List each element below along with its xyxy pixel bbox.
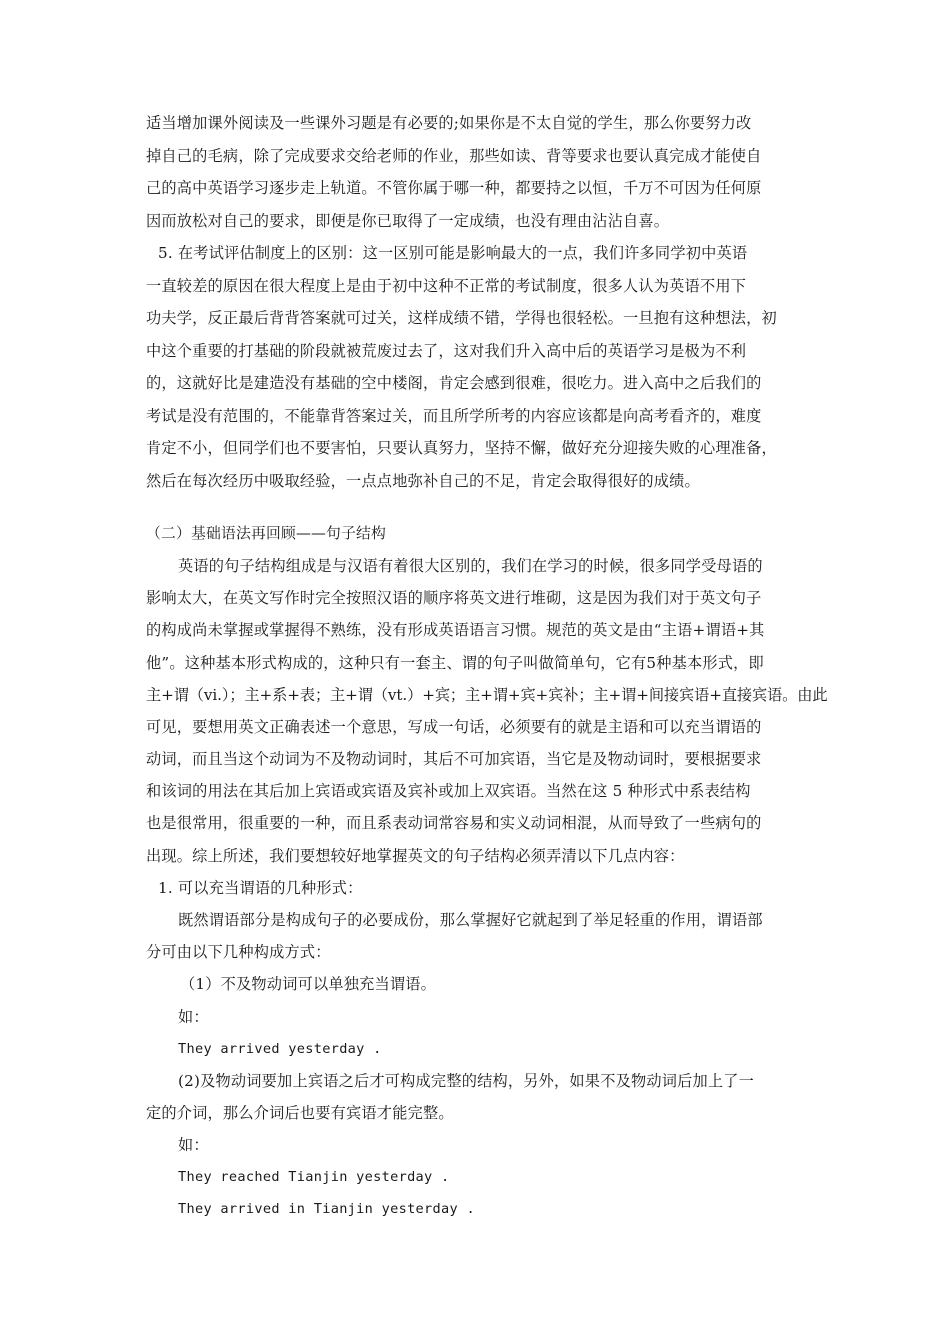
example-sentence: They arrived yesterday . — [178, 1041, 382, 1057]
paragraph-line: 己的高中英语学习逐步走上轨道。不管你属于哪一种，都要持之以恒，千万不可因为任何原 — [146, 179, 762, 197]
example-label: 如： — [178, 1136, 209, 1154]
paragraph-line: 主+谓（vi.）；主+系+表；主+谓（vt.）+宾；主+谓+宾+宾补；主+谓+间接宾语+直接宾语。由此 — [146, 686, 828, 704]
sub-item-heading: （1）不及物动词可以单独充当谓语。 — [180, 975, 437, 993]
paragraph-line: 一直较差的原因在很大程度上是由于初中这种不正常的考试制度，很多人认为英语不用下 — [146, 277, 747, 295]
example-sentence: They arrived in Tianjin yesterday . — [178, 1201, 475, 1217]
paragraph-line: 肯定不小，但同学们也不要害怕，只要认真努力，坚持不懈，做好充分迎接失败的心理准备， — [146, 439, 777, 457]
paragraph-line: 和该词的用法在其后加上宾语或宾语及宾补或加上双宾语。当然在这 5 种形式中系表结构 — [146, 782, 751, 800]
paragraph-line: 的，这就好比是建造没有基础的空中楼阁，肯定会感到很难，很吃力。进入高中之后我们的 — [146, 374, 762, 392]
paragraph-line: 既然谓语部分是构成句子的必要成份，那么掌握好它就起到了举足轻重的作用，谓语部 — [178, 911, 763, 929]
paragraph-line: 功夫学，反正最后背背答案就可过关，这样成绩不错，学得也很轻松。一旦抱有这种想法，初 — [146, 309, 777, 327]
paragraph-line: 英语的句子结构组成是与汉语有着很大区别的，我们在学习的时候，很多同学受母语的 — [178, 557, 763, 575]
paragraph-line: 考试是没有范围的，不能靠背答案过关，而且所学所考的内容应该都是向高考看齐的，难度 — [146, 407, 762, 425]
paragraph-line: 动词，而且当这个动词为不及物动词时，其后不可加宾语，当它是及物动词时，要根据要求 — [146, 750, 762, 768]
paragraph-line: 定的介词，那么介词后也要有宾语才能完整。 — [146, 1104, 454, 1122]
example-label: 如： — [178, 1008, 209, 1026]
paragraph-line: 然后在每次经历中吸取经验，一点点地弥补自己的不足，肯定会取得很好的成绩。 — [146, 472, 700, 490]
paragraph-line: 也是很常用，很重要的一种，而且系表动词常容易和实义动词相混，从而导致了一些病句的 — [146, 814, 762, 832]
paragraph-line: 分可由以下几种构成方式： — [146, 943, 331, 961]
paragraph-line: 影响太大，在英文写作时完全按照汉语的顺序将英文进行堆砌，这是因为我们对于英文句子 — [146, 589, 762, 607]
paragraph-line: 中这个重要的打基础的阶段就被荒废过去了，这对我们升入高中后的英语学习是极为不利 — [146, 342, 747, 360]
list-item-heading: 1. 可以充当谓语的几种形式： — [158, 879, 363, 897]
list-item-heading: 5. 在考试评估制度上的区别：这一区别可能是影响最大的一点，我们许多同学初中英语 — [158, 244, 748, 262]
paragraph-line: 掉自己的毛病，除了完成要求交给老师的作业，那些如读、背等要求也要认真完成才能使自 — [146, 147, 762, 165]
paragraph-line: 适当增加课外阅读及一些课外习题是有必要的;如果你是不太自觉的学生，那么你要努力改 — [146, 114, 752, 132]
sub-item-heading: (2)及物动词要加上宾语之后才可构成完整的结构，另外，如果不及物动词后加上了一 — [178, 1072, 755, 1090]
example-sentence: They reached Tianjin yesterday . — [178, 1169, 450, 1185]
paragraph-line: 因而放松对自己的要求，即便是你已取得了一定成绩，也没有理由沾沾自喜。 — [146, 212, 670, 230]
paragraph-line: 的构成尚未掌握或掌握得不熟练，没有形成英语语言习惯。规范的英文是由“主语+谓语+其 — [146, 621, 765, 639]
paragraph-line: 可见，要想用英文正确表述一个意思，写成一句话，必须要有的就是主语和可以充当谓语的 — [146, 718, 762, 736]
section-heading: （二）基础语法再回顾——句子结构 — [146, 525, 386, 542]
paragraph-line: 出现。综上所述，我们要想较好地掌握英文的句子结构必须弄清以下几点内容： — [146, 847, 685, 865]
paragraph-line: 他”。这种基本形式构成的，这种只有一套主、谓的句子叫做简单句，它有5种基本形式，即 — [146, 654, 764, 672]
